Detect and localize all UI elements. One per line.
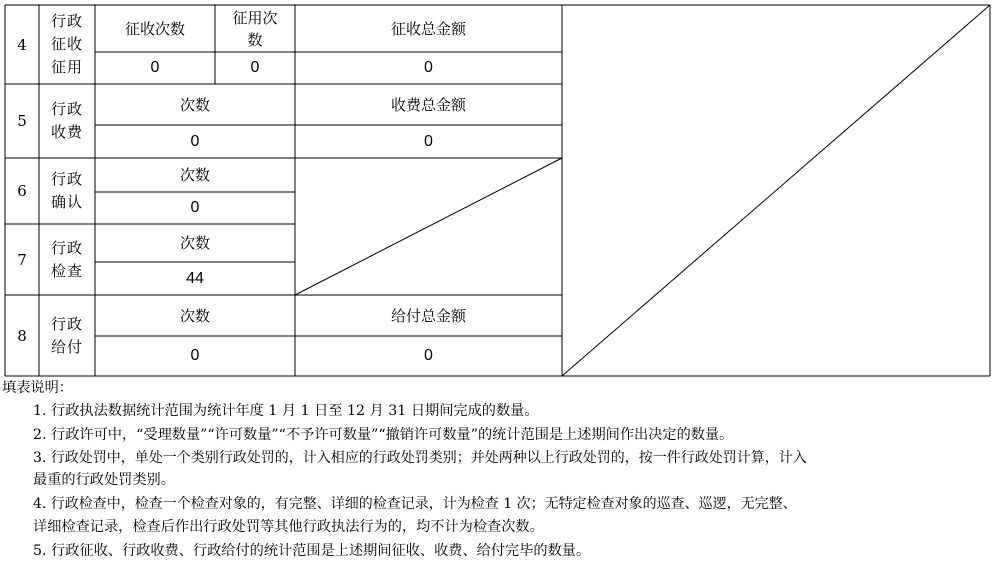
note-item-continued: 最重的行政处罚类别。 — [33, 472, 175, 488]
blank-diagonal-large — [562, 5, 990, 376]
note-item: 4. 行政检查中，检查一个检查对象的，有完整、详细的检查记录，计为检查 1 次；无特定检查对象的巡查、巡逻，无完整、 — [33, 496, 797, 512]
column-header: 收费总金额 — [390, 95, 466, 114]
note-item: 2. 行政许可中，“受理数量”“许可数量”“不予许可数量”“撤销许可数量”的统计范围是上述期间作出决定的数量。 — [33, 427, 734, 443]
category-line: 收费 — [50, 123, 83, 141]
note-item: 3. 行政处罚中，单处一个类别行政处罚的，计入相应的行政处罚类别；并处两种以上行政处罚的，按一件行政处罚计算，计入 — [33, 450, 807, 466]
category-line: 给付 — [50, 337, 83, 356]
value-cell: 44 — [186, 269, 204, 287]
category-label — [39, 295, 95, 376]
value-cell: 0 — [424, 132, 433, 150]
category-line: 征用 — [50, 58, 83, 76]
row-number: 4 — [17, 35, 27, 54]
value-cell: 0 — [150, 59, 160, 76]
category-line: 行政 — [50, 170, 83, 188]
category-label — [39, 5, 95, 84]
category-label — [39, 158, 95, 224]
row-number: 7 — [17, 250, 27, 269]
value-cell: 0 — [424, 59, 433, 76]
category-line: 行政 — [50, 100, 83, 118]
column-header: 次数 — [179, 306, 210, 325]
value-cell: 0 — [424, 347, 433, 364]
row-number: 6 — [17, 182, 27, 200]
row-number: 8 — [17, 326, 27, 345]
category-label — [39, 84, 95, 158]
value-cell: 0 — [190, 199, 200, 216]
notes-title: 填表说明： — [2, 380, 73, 396]
category-line: 征收 — [50, 35, 83, 53]
category-line: 行政 — [50, 238, 83, 257]
column-header: 给付总金额 — [390, 306, 466, 325]
value-cell: 0 — [250, 59, 260, 76]
note-item: 1. 行政执法数据统计范围为统计年度 1 月 1 日至 12 月 31 日期间完成的数量。 — [33, 403, 539, 419]
note-item: 5. 行政征收、行政收费、行政给付的统计范围是上述期间征收、收费、给付完毕的数量。 — [33, 543, 591, 559]
note-item-continued: 详细检查记录，检查后作出行政处罚等其他行政执法行为的，均不计为检查次数。 — [33, 519, 544, 535]
category-line: 检查 — [50, 261, 83, 280]
row-number: 5 — [17, 112, 27, 130]
blank-diagonal-small — [295, 158, 562, 295]
category-label — [39, 224, 95, 295]
column-header: 次数 — [179, 234, 210, 252]
value-cell: 0 — [190, 132, 200, 150]
column-header: 征收次数 — [124, 19, 185, 38]
value-cell: 0 — [190, 347, 200, 364]
column-header: 征用次 数 — [232, 8, 278, 49]
column-header: 次数 — [179, 95, 210, 114]
column-header: 次数 — [179, 166, 210, 184]
category-line: 行政 — [50, 12, 83, 30]
category-line: 行政 — [50, 314, 83, 333]
category-line: 确认 — [50, 193, 83, 211]
column-header: 征收总金额 — [390, 19, 466, 38]
